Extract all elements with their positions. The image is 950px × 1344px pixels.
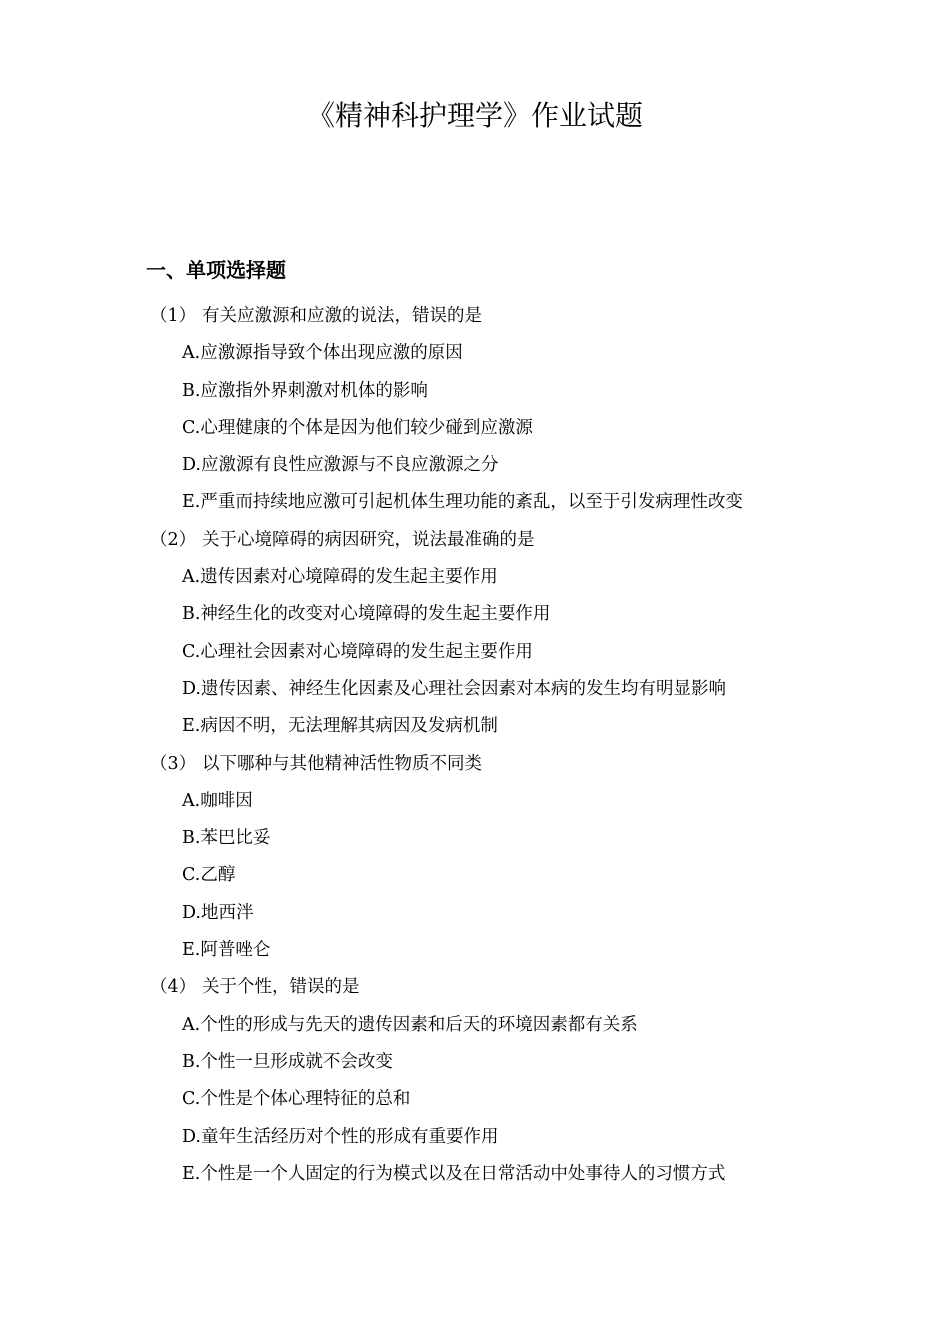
option-a: A.遗传因素对心境障碍的发生起主要作用 [182, 567, 498, 588]
question-text: 有关应激源和应激的说法，错误的是 [202, 306, 482, 326]
question-number: （4） [150, 977, 197, 998]
option-d: D.地西泮 [182, 902, 254, 923]
option-c: C.心理社会因素对心境障碍的发生起主要作用 [182, 641, 533, 662]
option-a: A.应激源指导致个体出现应激的原因 [182, 343, 463, 364]
option-e: E.病因不明，无法理解其病因及发病机制 [182, 716, 498, 737]
section-heading: 一、单项选择题 [146, 258, 286, 282]
question-stem [150, 746, 850, 783]
option-e: E.个性是一个人固定的行为模式以及在日常活动中处事待人的习惯方式 [182, 1163, 726, 1184]
question-text: 关于个性，错误的是 [202, 977, 360, 998]
question-2 [150, 522, 850, 746]
document-title: 《精神科护理学》作业试题 [306, 99, 643, 132]
question-4 [150, 969, 850, 1193]
question-number: （2） [150, 529, 197, 550]
question-number: （1） [150, 306, 197, 326]
question-stem [150, 298, 850, 335]
option-c: C.个性是个体心理特征的总和 [182, 1089, 411, 1110]
option-b: B.个性一旦形成就不会改变 [182, 1051, 393, 1072]
option-d: D.童年生活经历对个性的形成有重要作用 [182, 1126, 499, 1147]
question-stem [150, 522, 850, 559]
question-number: （3） [150, 753, 197, 774]
option-c: C.乙醇 [182, 865, 236, 886]
question-1 [150, 298, 850, 522]
option-b: B.苯巴比妥 [182, 828, 271, 849]
option-d: D.遗传因素、神经生化因素及心理社会因素对本病的发生均有明显影响 [182, 678, 726, 699]
option-e: E.严重而持续地应激可引起机体生理功能的紊乱，以至于引发病理性改变 [182, 492, 743, 513]
option-c: C.心理健康的个体是因为他们较少碰到应激源 [182, 417, 533, 438]
question-list [150, 298, 850, 1193]
question-stem [150, 969, 850, 1006]
option-a: A.个性的形成与先天的遗传因素和后天的环境因素都有关系 [182, 1014, 638, 1035]
option-b: B.神经生化的改变对心境障碍的发生起主要作用 [182, 604, 551, 625]
question-text: 以下哪种与其他精神活性物质不同类 [202, 753, 482, 774]
question-3 [150, 746, 850, 970]
option-b: B.应激指外界刺激对机体的影响 [182, 380, 428, 401]
option-e: E.阿普唑仑 [182, 940, 271, 961]
question-text: 关于心境障碍的病因研究，说法最准确的是 [202, 529, 535, 550]
option-d: D.应激源有良性应激源与不良应激源之分 [182, 455, 499, 476]
option-a: A.咖啡因 [182, 790, 253, 811]
